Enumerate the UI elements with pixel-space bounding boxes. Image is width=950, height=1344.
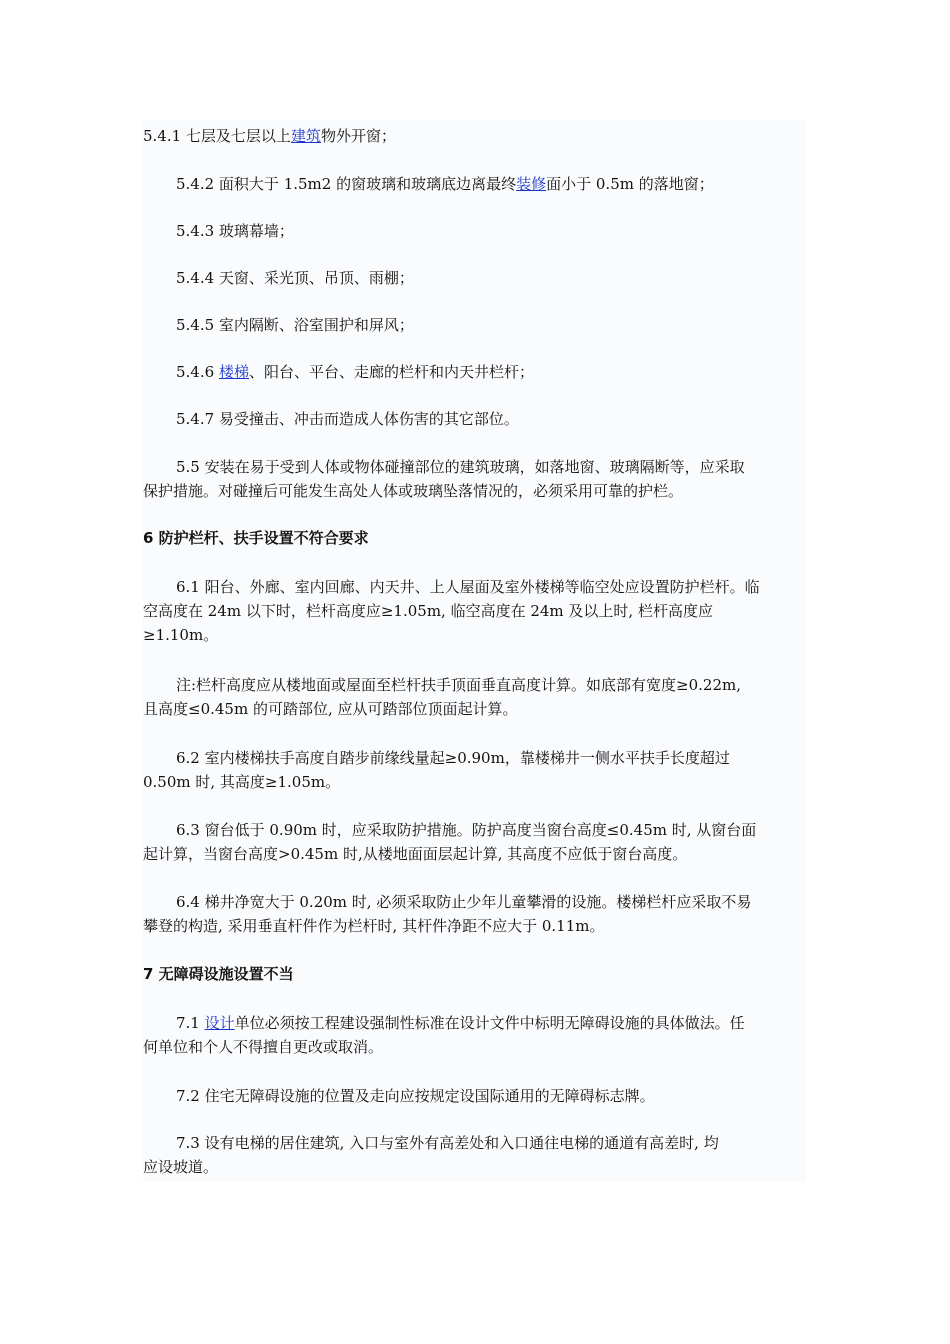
item-5-4-6: 5.4.6 楼梯、阳台、平台、走廊的栏杆和内天井栏杆； bbox=[176, 363, 534, 381]
link-sheji[interactable]: 设计 bbox=[204, 1014, 235, 1032]
item-5-4-1: 5.4.1 七层及七层以上建筑物外开窗； bbox=[143, 127, 396, 145]
section-7-heading: 7 无障碍设施设置不当 bbox=[143, 965, 294, 983]
link-louti[interactable]: 楼梯 bbox=[218, 363, 249, 381]
paragraph-7-2: 7.2 住宅无障碍设施的位置及走向应按规定设国际通用的无障碍标志牌。 bbox=[176, 1087, 655, 1105]
link-zhuangxiu[interactable]: 装修 bbox=[516, 175, 547, 193]
link-jianzhu[interactable]: 建筑 bbox=[290, 127, 321, 145]
item-5-4-4: 5.4.4 天窗、采光顶、吊顶、雨棚； bbox=[176, 269, 414, 287]
paragraph-note: 注:栏杆高度应从楼地面或屋面至栏杆扶手顶面垂直高度计算。如底部有宽度≥0.22m, 且高度≤0.45m 的可踏部位, 应从可踏部位顶面起计算。 bbox=[143, 676, 742, 718]
paragraph-6-1: 6.1 阳台、外廊、室内回廊、内天井、上人屋面及室外楼梯等临空处应设置防护栏杆。临 空高度在 24m 以下时，栏杆高度应≥1.05m, 临空高度在 24m 及以上时, 栏杆高度应 ≥1.10m。 bbox=[143, 578, 760, 644]
paragraph-6-2: 6.2 室内楼梯扶手高度自踏步前缘线量起≥0.90m，靠楼梯井一侧水平扶手长度超过 0.50m 时, 其高度≥1.05m。 bbox=[143, 749, 730, 791]
section-6-heading: 6 防护栏杆、扶手设置不符合要求 bbox=[143, 529, 369, 547]
paragraph-6-4: 6.4 梯井净宽大于 0.20m 时, 必须采取防止少年儿童攀滑的设施。楼梯栏杆应采取不易 攀登的构造, 采用垂直杆件作为栏杆时, 其杆件净距不应大于 0.11m。 bbox=[143, 893, 752, 935]
item-5-4-7: 5.4.7 易受撞击、冲击而造成人体伤害的其它部位。 bbox=[176, 410, 519, 428]
paragraph-6-3: 6.3 窗台低于 0.90m 时，应采取防护措施。防护高度当窗台高度≤0.45m 时, 从窗台面 起计算，当窗台高度>0.45m 时,从楼地面面层起计算, 其高度不应低于窗台高度。 bbox=[143, 821, 757, 863]
item-5-4-2: 5.4.2 面积大于 1.5m2 的窗玻璃和玻璃底边离最终装修面小于 0.5m 的落地窗； bbox=[176, 175, 714, 193]
paragraph-5-5: 5.5 安装在易于受到人体或物体碰撞部位的建筑玻璃，如落地窗、玻璃隔断等，应采取 保护措施。对碰撞后可能发生高处人体或玻璃坠落情况的，必须采用可靠的护栏。 bbox=[143, 458, 745, 500]
document-body bbox=[143, 120, 806, 1182]
item-5-4-3: 5.4.3 玻璃幕墙； bbox=[176, 222, 294, 240]
paragraph-7-1: 7.1 设计单位必须按工程建设强制性标准在设计文件中标明无障碍设施的具体做法。任 何单位和个人不得擅自更改或取消。 bbox=[143, 1014, 745, 1056]
paragraph-7-3: 7.3 设有电梯的居住建筑, 入口与室外有高差处和入口通往电梯的通道有高差时, 均 应设坡道。 bbox=[143, 1134, 719, 1176]
item-5-4-5: 5.4.5 室内隔断、浴室围护和屏风； bbox=[176, 316, 414, 334]
